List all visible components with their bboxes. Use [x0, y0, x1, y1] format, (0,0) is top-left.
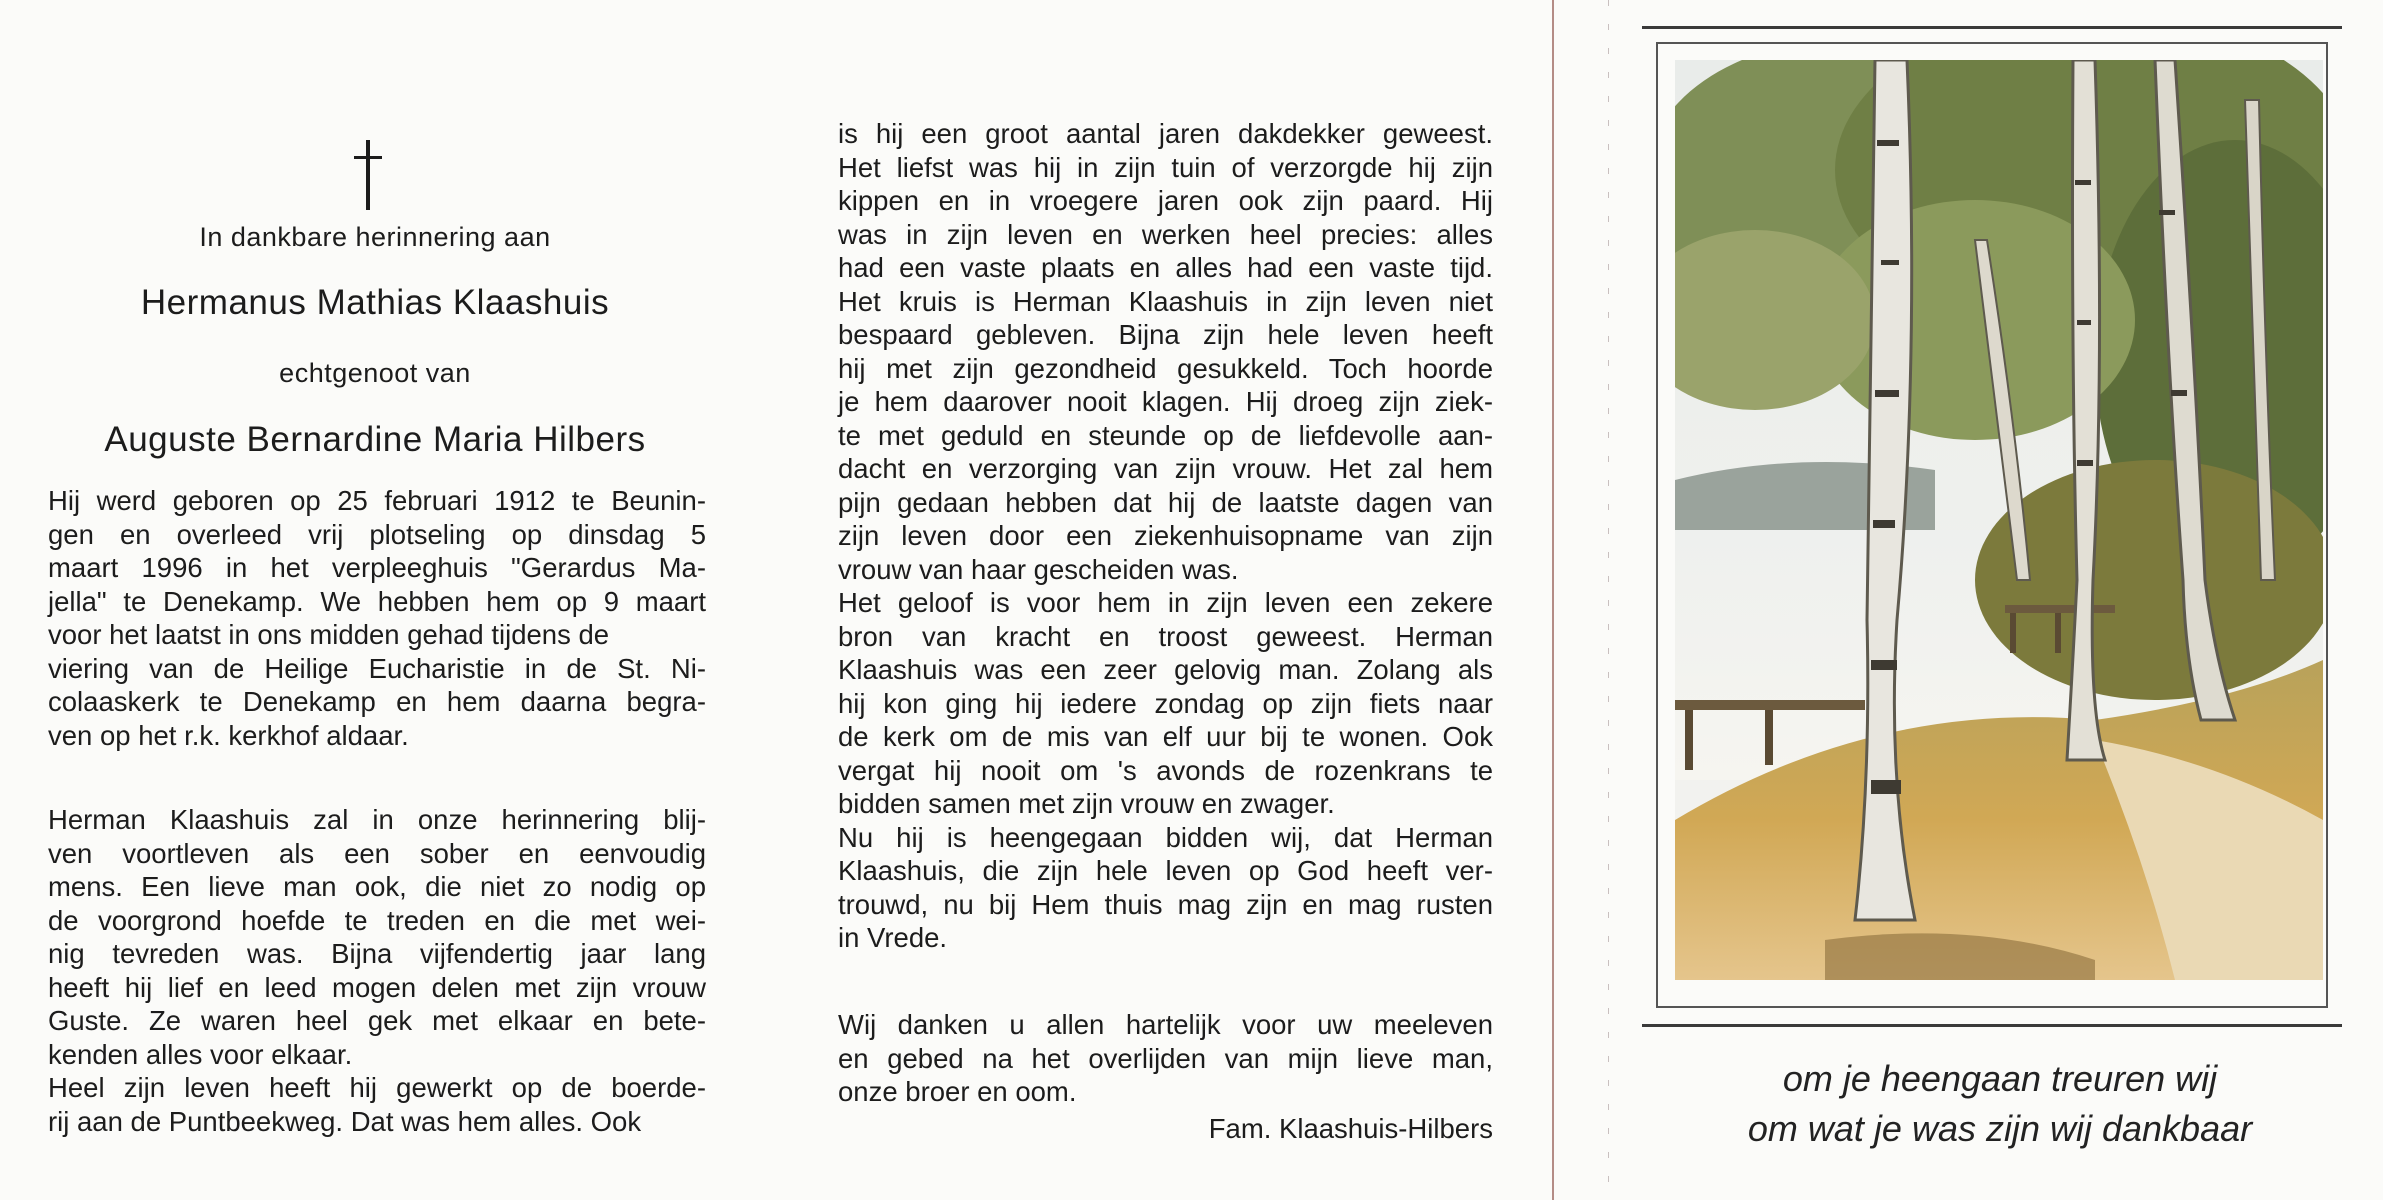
paragraph-1-line: colaaskerk te Denekamp en hem daarna begra-: [48, 686, 706, 717]
paragraph-4-line: onze broer en oom.: [838, 1076, 1077, 1107]
paragraph-3-line: Het geloof is voor hem in zijn leven een zekere: [838, 587, 1493, 618]
paragraph-1-line: maart 1996 in het verpleeghuis "Gerardus Ma-: [48, 552, 706, 583]
paragraph-3-line: Nu hij is heengegaan bidden wij, dat Herman: [838, 821, 1493, 853]
paragraph-2-line: nig tevreden was. Bijna vijfendertig jaar lang: [48, 938, 706, 969]
paragraph-2-line: de voorgrond hoefde te treden en die met wei-: [48, 904, 706, 936]
paragraph-3-line: Klaashuis was een zeer gelovig man. Zolang als: [838, 654, 1493, 685]
paragraph-1-line: gen en overleed vrij plotseling op dinsdag 5: [48, 518, 706, 550]
birch-trees-lake-photo: [1675, 60, 2323, 980]
paragraph-3-line: vergat hij nooit om 's avonds de rozenkrans te: [838, 754, 1493, 786]
paragraph-2-line: rij aan de Puntbeekweg. Dat was hem alles. Ook: [48, 1105, 642, 1137]
paragraph-2-line: mens. Een lieve man ook, die niet zo nodig op: [48, 871, 706, 902]
paragraph-3-line: kippen en in vroegere jaren ook zijn paard. Hij: [838, 185, 1493, 216]
paragraph-3-line: Het kruis is Herman Klaashuis in zijn leven niet: [838, 285, 1493, 317]
paragraph-3-line: te met geduld en steunde op de liefdevolle aan-: [838, 419, 1493, 451]
paragraph-3-line: Het liefst was hij in zijn tuin of verzorgde hij zijn: [838, 151, 1493, 183]
paragraph-2-line: kenden alles voor elkaar.: [48, 1038, 353, 1070]
paragraph-3-line: bidden samen met zijn vrouw en zwager.: [838, 788, 1335, 819]
paragraph-3-line: pijn gedaan hebben dat hij de laatste dagen van: [838, 486, 1493, 518]
deceased-name: Hermanus Mathias Klaashuis: [140, 283, 610, 322]
caption-line-2: om wat je was zijn wij dankbaar: [1747, 1108, 2253, 1149]
paragraph-1-line: Hij werd geboren op 25 februari 1912 te Beunin-: [48, 485, 706, 516]
fold-divider: [1552, 0, 1554, 1200]
paragraph-3-line: is hij een groot aantal jaren dakdekker geweest.: [838, 118, 1493, 149]
paragraph-1-line: viering van de Heilige Eucharistie in de St. Ni-: [48, 652, 706, 684]
paragraph-3-line: zijn leven door een ziekenhuisopname van zijn: [838, 520, 1493, 551]
paragraph-4-line: Wij danken u allen hartelijk voor uw meeleven: [838, 1009, 1493, 1040]
biography-paragraph-1: [48, 484, 706, 752]
cross-icon: [354, 140, 382, 210]
thanks-paragraph: [838, 1008, 1493, 1109]
family-signature: Fam. Klaashuis-Hilbers: [1208, 1113, 1493, 1144]
paragraph-1-line: voor het laatst in ons midden gehad tijdens de: [48, 619, 610, 650]
paragraph-3-line: in Vrede.: [838, 922, 948, 953]
biography-paragraph-2: [48, 803, 706, 1138]
paragraph-3-line: dacht en verzorging van zijn vrouw. Het zal hem: [838, 453, 1493, 484]
paragraph-3-line: had een vaste plaats en alles had een vaste tijd.: [838, 252, 1493, 283]
paragraph-3-line: hij met zijn gezondheid gesukkeld. Toch hoorde: [838, 352, 1493, 384]
paragraph-3-line: je hem daarover nooit klagen. Hij droeg zijn ziek-: [838, 386, 1493, 417]
paragraph-3-line: de kerk om de mis van elf uur bij te wonen. Ook: [838, 721, 1493, 752]
paragraph-2-line: Herman Klaashuis zal in onze herinnering blij-: [48, 804, 706, 835]
paragraph-3-line: bron van kracht en troost geweest. Herman: [838, 620, 1493, 652]
spouse-name: Auguste Bernardine Maria Hilbers: [104, 420, 646, 459]
biography-paragraph-3: [838, 117, 1493, 955]
relation-line: echtgenoot van: [279, 358, 471, 388]
paragraph-1-line: ven op het r.k. kerkhof aldaar.: [48, 719, 409, 751]
paragraph-3-line: trouwd, nu bij Hem thuis mag zijn en mag rusten: [838, 888, 1493, 920]
paragraph-1-line: jella" te Denekamp. We hebben hem op 9 maart: [48, 585, 706, 617]
paragraph-4-line: en gebed na het overlijden van mijn lieve man,: [838, 1042, 1493, 1074]
dedication-line: In dankbare herinnering aan: [199, 222, 551, 252]
paragraph-3-line: bespaard gebleven. Bijna zijn hele leven heeft: [838, 319, 1493, 350]
paragraph-2-line: Heel zijn leven heeft hij gewerkt op de boerde-: [48, 1072, 706, 1103]
paragraph-3-line: hij kon ging hij iedere zondag op zijn fiets naar: [838, 687, 1493, 719]
paragraph-3-line: was in zijn leven en werken heel precies: alles: [838, 218, 1493, 250]
paragraph-2-line: heeft hij lief en leed mogen delen met zijn vrouw: [48, 971, 706, 1003]
paragraph-3-line: Klaashuis, die zijn hele leven op God heeft ver-: [838, 855, 1493, 886]
paragraph-3-line: vrouw van haar gescheiden was.: [838, 553, 1239, 585]
paragraph-2-line: Guste. Ze waren heel gek met elkaar en bete-: [48, 1005, 706, 1036]
paragraph-2-line: ven voortleven als een sober en eenvoudig: [48, 837, 706, 869]
caption-line-1: om je heengaan treuren wij: [1782, 1058, 2218, 1099]
